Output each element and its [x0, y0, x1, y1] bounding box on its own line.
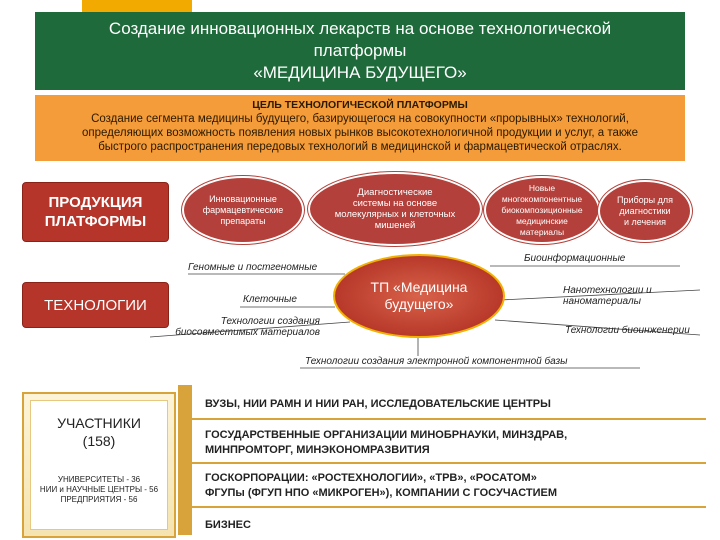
- participant-row-research: [205, 397, 551, 412]
- product-text: мишеней: [374, 220, 416, 231]
- tech-electronic: Технологии создания электронной компонентной базы: [305, 356, 568, 367]
- tech-bioengineering: Технологии биоинженерии: [565, 325, 690, 336]
- products-label-line-1: ПРОДУКЦИЯ: [48, 194, 143, 211]
- participant-row-line: БИЗНЕС: [205, 519, 251, 531]
- goal-title: ЦЕЛЬ ТЕХНОЛОГИЧЕСКОЙ ПЛАТФОРМЫ: [252, 99, 468, 111]
- tech-biocompatible-line-2: биосовместимых материалов: [175, 327, 320, 338]
- participant-row-government: [205, 428, 567, 458]
- product-text: и лечения: [623, 216, 667, 227]
- participants-inner: [30, 400, 168, 530]
- participants-institutes: НИИ и НАУЧНЫЕ ЦЕНТРЫ - 56: [39, 485, 159, 494]
- participants-enterprises: ПРЕДПРИЯТИЯ - 56: [60, 495, 138, 504]
- product-text: препараты: [220, 215, 266, 226]
- participant-row-line: ГОСУДАРСТВЕННЫЕ ОРГАНИЗАЦИИ МИНОБРНАУКИ, МИНЗДРАВ,: [205, 429, 568, 441]
- participant-row-business: [205, 518, 251, 533]
- goal-line-3: быстрого распространения передовых технологий в медицинской и фармацевтической отраслях.: [98, 141, 622, 153]
- tech-genomic: Геномные и постгеномные: [188, 262, 318, 273]
- participants-count: (158): [82, 433, 116, 449]
- center-line-2: будущего»: [384, 296, 454, 312]
- product-text: фармацевтические: [202, 204, 284, 215]
- row-divider: [186, 506, 706, 508]
- goal-line-1: Создание сегмента медицины будущего, базирующегося на совокупности «прорывных» технологий,: [91, 113, 629, 125]
- tech-biocompatible: [150, 316, 320, 338]
- participants-universities: УНИВЕРСИТЕТЫ - 36: [57, 475, 141, 484]
- tech-nano: [563, 285, 652, 307]
- product-text: молекулярных и клеточных: [334, 209, 456, 220]
- participant-row-line: ВУЗЫ, НИИ РАМН И НИИ РАН, ИССЛЕДОВАТЕЛЬСКИЕ ЦЕНТРЫ: [205, 398, 551, 410]
- participant-row-line: ГОСКОРПОРАЦИИ: «РОСТЕХНОЛОГИИ», «ТРВ», «РОСАТОМ»: [205, 472, 537, 484]
- tech-cellular: Клеточные: [243, 294, 297, 305]
- product-text: Инновационные: [209, 193, 277, 204]
- product-text: многокомпонентные: [501, 193, 583, 204]
- participants-box: [22, 392, 176, 538]
- goal-line-2: определяющих возможность появления новых рынков высокотехнологичной продукции и услуг, а также: [81, 127, 638, 139]
- row-divider: [186, 418, 706, 420]
- tech-nano-line-1: Нанотехнологии и: [563, 285, 652, 296]
- products-label-line-2: ПЛАТФОРМЫ: [44, 213, 147, 230]
- center-platform-oval: [333, 254, 505, 338]
- product-text: системы на основе: [352, 198, 438, 209]
- product-text: Приборы для: [616, 194, 673, 205]
- title-line-2: платформы: [313, 41, 407, 60]
- row-divider: [186, 462, 706, 464]
- product-text: диагностики: [619, 205, 671, 216]
- center-line-1: ТП «Медицина: [370, 279, 468, 295]
- product-text: биокомпозиционные: [501, 204, 583, 215]
- product-text: материалы: [519, 226, 565, 237]
- tech-nano-line-2: наноматериалы: [563, 296, 642, 307]
- participant-row-line: МИНПРОМТОРГ, МИНЭКОНОМРАЗВИТИЯ: [205, 444, 430, 456]
- title-line-3: «МЕДИЦИНА БУДУЩЕГО»: [253, 63, 467, 82]
- participants-title: УЧАСТНИКИ: [57, 415, 141, 431]
- product-text: медицинские: [516, 215, 568, 226]
- title-line-1: Создание инновационных лекарств на основе технологической: [108, 19, 612, 38]
- participant-row-corporations: [205, 471, 557, 501]
- tech-bioinformatic: Биоинформационные: [524, 253, 626, 264]
- tech-biocompatible-line-1: Технологии создания: [220, 316, 320, 327]
- product-text: Новые: [528, 182, 556, 193]
- technologies-label: ТЕХНОЛОГИИ: [22, 282, 169, 328]
- participants-separator: [178, 385, 192, 535]
- product-text: Диагностические: [357, 187, 433, 198]
- participant-row-line: ФГУПы (ФГУП НПО «МИКРОГЕН»), КОМПАНИИ С ГОСУЧАСТИЕМ: [205, 487, 558, 499]
